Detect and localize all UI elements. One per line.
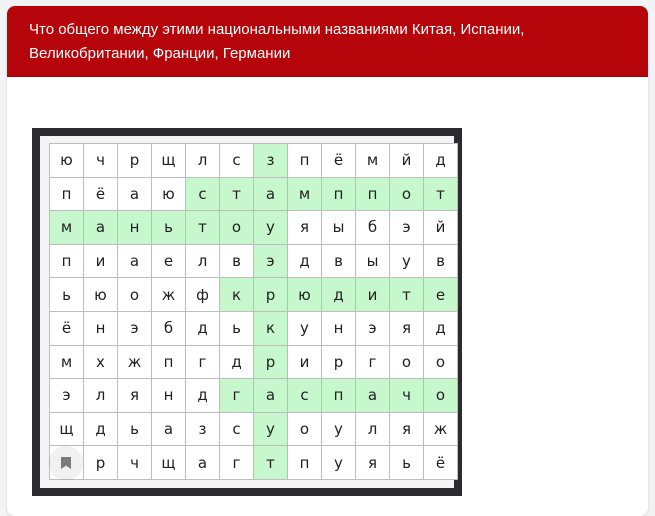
grid-cell: р — [254, 345, 288, 379]
grid-cell: д — [424, 311, 458, 345]
grid-row — [50, 379, 458, 413]
grid-cell: н — [322, 311, 356, 345]
grid-cell: а — [118, 244, 152, 278]
grid-cell: д — [322, 278, 356, 312]
grid-cell: в — [424, 244, 458, 278]
grid-row — [50, 244, 458, 278]
puzzle-image — [32, 128, 462, 496]
grid-cell: ч — [84, 144, 118, 178]
grid-cell: ь — [50, 278, 84, 312]
grid-row — [50, 278, 458, 312]
grid-cell: х — [84, 345, 118, 379]
grid-cell: п — [288, 446, 322, 480]
grid-cell: г — [220, 446, 254, 480]
grid-cell: к — [220, 278, 254, 312]
grid-row — [50, 144, 458, 178]
grid-cell: э — [356, 311, 390, 345]
grid-cell: у — [322, 446, 356, 480]
grid-cell: о — [390, 177, 424, 211]
grid-cell: б — [356, 211, 390, 245]
grid-cell: ф — [186, 278, 220, 312]
grid-cell: о — [118, 278, 152, 312]
grid-cell: щ — [50, 412, 84, 446]
grid-cell: л — [186, 244, 220, 278]
grid-cell: в — [322, 244, 356, 278]
grid-cell: ь — [118, 412, 152, 446]
puzzle-background — [40, 136, 454, 488]
grid-cell: а — [84, 211, 118, 245]
grid-cell: о — [424, 345, 458, 379]
grid-cell: у — [288, 311, 322, 345]
grid-cell: с — [220, 144, 254, 178]
grid-cell: д — [84, 412, 118, 446]
grid-cell: в — [220, 244, 254, 278]
grid-row — [50, 177, 458, 211]
grid-cell: я — [288, 211, 322, 245]
grid-cell: о — [390, 345, 424, 379]
grid-cell: д — [220, 345, 254, 379]
grid-cell: т — [220, 177, 254, 211]
grid-cell: с — [186, 177, 220, 211]
grid-cell: э — [254, 244, 288, 278]
grid-cell: я — [390, 311, 424, 345]
grid-cell: д — [288, 244, 322, 278]
grid-cell: о — [220, 211, 254, 245]
grid-row — [50, 446, 458, 480]
grid-cell: т — [186, 211, 220, 245]
grid-cell: ю — [288, 278, 322, 312]
grid-cell: и — [288, 345, 322, 379]
grid-cell: а — [356, 379, 390, 413]
grid-cell: п — [322, 379, 356, 413]
grid-row — [50, 412, 458, 446]
grid-row — [50, 311, 458, 345]
grid-cell: с — [220, 412, 254, 446]
grid-cell: я — [356, 446, 390, 480]
grid-cell: п — [322, 177, 356, 211]
grid-cell: ч — [390, 379, 424, 413]
grid-cell: э — [390, 211, 424, 245]
grid-cell: п — [50, 177, 84, 211]
grid-cell: ж — [152, 278, 186, 312]
question-title: Что общего между этими национальными названиями Китая, Испании, Великобритании, Франции, Германии — [29, 21, 525, 62]
grid-cell: м — [356, 144, 390, 178]
grid-cell: е — [152, 244, 186, 278]
question-header — [7, 6, 648, 77]
grid-cell: р — [84, 446, 118, 480]
grid-cell: у — [390, 244, 424, 278]
grid-cell: ь — [220, 311, 254, 345]
grid-cell: г — [186, 345, 220, 379]
grid-cell: о — [288, 412, 322, 446]
grid-row — [50, 211, 458, 245]
grid-cell: а — [254, 379, 288, 413]
grid-cell: т — [424, 177, 458, 211]
grid-cell: г — [356, 345, 390, 379]
grid-cell: у — [254, 211, 288, 245]
grid-cell: д — [424, 144, 458, 178]
grid-cell: к — [254, 311, 288, 345]
grid-cell: б — [152, 311, 186, 345]
grid-cell: н — [152, 379, 186, 413]
grid-cell: а — [152, 412, 186, 446]
grid-cell: г — [220, 379, 254, 413]
grid-cell: э — [118, 311, 152, 345]
grid-cell: а — [254, 177, 288, 211]
grid-cell: ь — [152, 211, 186, 245]
grid-cell: т — [254, 446, 288, 480]
grid-cell: т — [390, 278, 424, 312]
grid-cell: м — [288, 177, 322, 211]
grid-cell: я — [390, 412, 424, 446]
bookmark-icon — [60, 456, 72, 470]
grid-cell: ё — [84, 177, 118, 211]
grid-cell: з — [186, 412, 220, 446]
grid-cell: з — [254, 144, 288, 178]
grid-cell: у — [322, 412, 356, 446]
grid-cell: д — [186, 379, 220, 413]
grid-cell: п — [288, 144, 322, 178]
grid-cell: э — [50, 379, 84, 413]
grid-cell: ч — [118, 446, 152, 480]
grid-cell: р — [322, 345, 356, 379]
grid-cell: ё — [50, 311, 84, 345]
grid-cell: п — [356, 177, 390, 211]
grid-cell: о — [424, 379, 458, 413]
grid-cell: н — [118, 211, 152, 245]
grid-cell: н — [84, 311, 118, 345]
grid-cell: ж — [118, 345, 152, 379]
grid-cell: ю — [84, 278, 118, 312]
grid-cell: п — [50, 244, 84, 278]
grid-cell: а — [186, 446, 220, 480]
grid-cell: щ — [152, 144, 186, 178]
grid-row — [50, 345, 458, 379]
grid-cell: и — [84, 244, 118, 278]
grid-cell: ж — [424, 412, 458, 446]
grid-cell: я — [118, 379, 152, 413]
grid-cell: й — [424, 211, 458, 245]
bookmark-button[interactable] — [50, 447, 82, 479]
grid-cell: л — [356, 412, 390, 446]
grid-cell: щ — [152, 446, 186, 480]
grid-cell: й — [390, 144, 424, 178]
grid-cell: м — [50, 211, 84, 245]
grid-cell: и — [356, 278, 390, 312]
grid-cell: п — [152, 345, 186, 379]
grid-cell: ы — [356, 244, 390, 278]
grid-cell: л — [186, 144, 220, 178]
grid-cell: ю — [152, 177, 186, 211]
grid-cell: р — [118, 144, 152, 178]
grid-cell: ё — [424, 446, 458, 480]
grid-cell: ы — [322, 211, 356, 245]
question-card — [7, 6, 648, 516]
grid-cell: ю — [50, 144, 84, 178]
grid-cell: л — [84, 379, 118, 413]
grid-cell: с — [288, 379, 322, 413]
grid-cell: м — [50, 345, 84, 379]
grid-cell: р — [254, 278, 288, 312]
grid-cell: у — [254, 412, 288, 446]
grid-cell: е — [424, 278, 458, 312]
grid-cell: а — [118, 177, 152, 211]
grid-cell: д — [186, 311, 220, 345]
grid-cell: ё — [322, 144, 356, 178]
grid-cell: ь — [390, 446, 424, 480]
letter-grid — [49, 143, 458, 480]
